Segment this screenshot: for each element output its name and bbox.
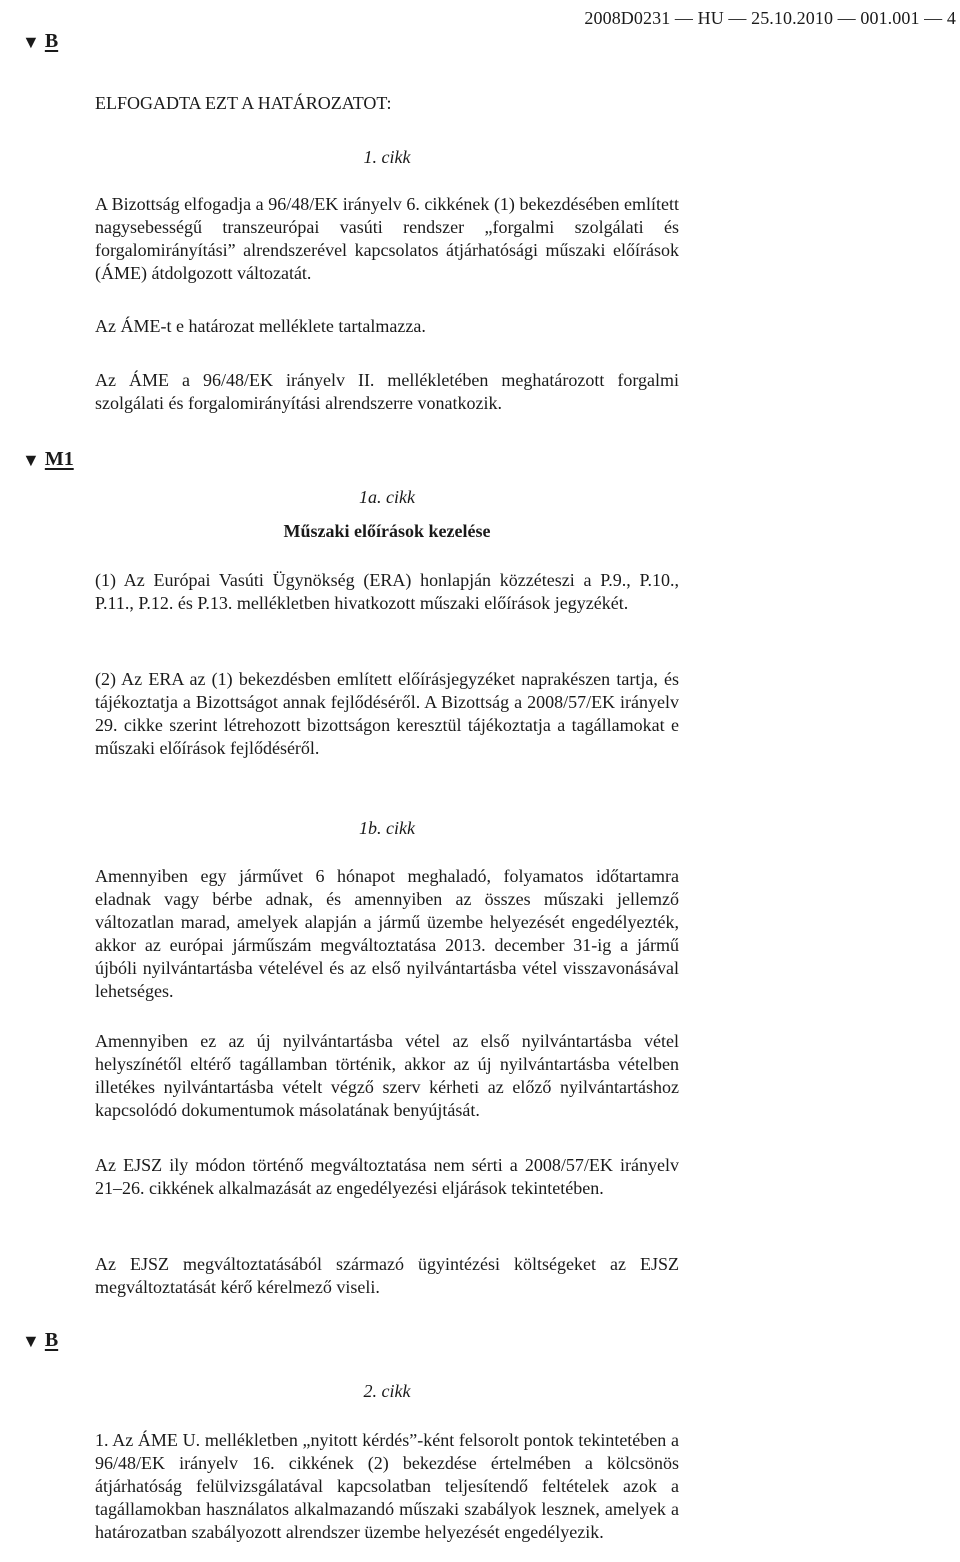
article-1b-paragraph-4: Az EJSZ megváltoztatásából származó ügyintézési költségeket az EJSZ megváltoztatását kérő kérelmező viseli. xyxy=(95,1254,679,1297)
amendment-marker-m1 xyxy=(22,448,74,471)
article-1-body xyxy=(95,193,679,285)
article-1a-paragraph-2-wrap xyxy=(95,668,679,760)
article-1-paragraph-2: Az ÁME-t e határozat melléklete tartalmazza. xyxy=(95,316,426,336)
article-1b-paragraph-3-wrap xyxy=(95,1154,679,1200)
triangle-down-icon: ▼ xyxy=(22,31,40,52)
article-1-paragraph-3-wrap xyxy=(95,369,679,415)
amendment-marker-b-2 xyxy=(22,1329,58,1352)
marker-code: B xyxy=(44,30,59,52)
article-1a xyxy=(95,486,679,509)
intro-block xyxy=(95,92,679,115)
article-1b-paragraph-2: Amennyiben ez az új nyilvántartásba vétel az első nyilvántartásba vétel helyszínétől eltérő tagállamban történik, akkor az új nyilvántartásba vételben illetékes nyilvántartásba vételt végző szerv kérheti az előző nyilvántartáshoz kapcsolódó dokumentumok másolatának benyújtását. xyxy=(95,1031,679,1120)
article-1b-paragraph-2-wrap xyxy=(95,1030,679,1122)
article-1a-title: 1a. cikk xyxy=(359,487,415,507)
article-2-paragraph-1-wrap xyxy=(95,1429,679,1544)
article-2-paragraph-1: 1. Az ÁME U. mellékletben „nyitott kérdés”-ként felsorolt pontok tekintetében a 96/48/EK irányelv 16. cikkének (2) bekezdése értelmében a kölcsönös átjárhatóság felülvizsgálatával kapcsolatban teljesítendő feltételek azok a tagállamokban használatos alkalmazandó műszaki szabályok lesznek, amelyek a határozatban szabályozott alrendszer üzembe helyezését engedélyezik. xyxy=(95,1430,679,1542)
article-1a-paragraph-2: (2) Az ERA az (1) bekezdésben említett előírásjegyzéket naprakészen tartja, és tájékoztatja a Bizottságot annak fejlődéséről. A Bizottság a 2008/57/EK irányelv 29. cikke szerint létrehozott bizottságon keresztül tájékoztatja a tagállamokat e műszaki előírások fejlődéséről. xyxy=(95,669,679,758)
marker-code: M1 xyxy=(44,448,74,470)
intro-text: ELFOGADTA EZT A HATÁROZATOT: xyxy=(95,93,392,113)
article-1-title: 1. cikk xyxy=(363,147,411,167)
article-1b-paragraph-1: Amennyiben egy járművet 6 hónapot meghaladó, folyamatos időtartamra eladnak vagy bérbe adnak, és amennyiben az összes műszaki jellemző változatlan marad, amelyek alapján a jármű üzembe helyezését engedélyezték, akkor az európai járműszám megváltoztatása 2013. december 31-ig a jármű újbóli nyilvántartásba vételével és az első nyilvántartásba vétel visszavonásával lehetséges. xyxy=(95,866,679,1001)
article-1-paragraph-1: A Bizottság elfogadja a 96/48/EK irányelv 6. cikkének (1) bekezdésében említett nagysebességű transzeurópai vasúti rendszer „forgalmi szolgálati és forgalomirányítási” alrendszerével kapcsolatos átjárhatósági műszaki előírások (ÁME) átdolgozott változatát. xyxy=(95,194,679,283)
amendment-marker-b xyxy=(22,30,58,53)
article-1b-paragraph-3: Az EJSZ ily módon történő megváltoztatása nem sérti a 2008/57/EK irányelv 21–26. cikkének alkalmazását az engedélyezési eljárások tekintetében. xyxy=(95,1155,679,1198)
article-1a-paragraph-1: (1) Az Európai Vasúti Ügynökség (ERA) honlapján közzéteszi a P.9., P.10., P.11., P.12. és P.13. mellékletben hivatkozott műszaki előírások jegyzékét. xyxy=(95,570,679,613)
article-1b-paragraph-4-wrap xyxy=(95,1253,679,1299)
article-2 xyxy=(95,1380,679,1403)
article-1b xyxy=(95,817,679,840)
marker-code: B xyxy=(44,1329,59,1351)
triangle-down-icon: ▼ xyxy=(22,449,40,470)
article-1a-subtitle: Műszaki előírások kezelése xyxy=(283,521,491,541)
document-header: 2008D0231 — HU — 25.10.2010 — 001.001 — 4 xyxy=(584,8,956,28)
article-1b-paragraph-1-wrap xyxy=(95,865,679,1003)
article-1-paragraph-2-wrap xyxy=(95,315,679,338)
article-1 xyxy=(95,146,679,169)
article-1-paragraph-3: Az ÁME a 96/48/EK irányelv II. mellékletében meghatározott forgalmi szolgálati és forgalomirányítási alrendszerre vonatkozik. xyxy=(95,370,679,413)
triangle-down-icon: ▼ xyxy=(22,1330,40,1351)
article-1a-subtitle-wrap xyxy=(95,520,679,543)
article-1b-title: 1b. cikk xyxy=(359,818,415,838)
article-1a-paragraph-1-wrap xyxy=(95,569,679,615)
article-2-title: 2. cikk xyxy=(363,1381,411,1401)
